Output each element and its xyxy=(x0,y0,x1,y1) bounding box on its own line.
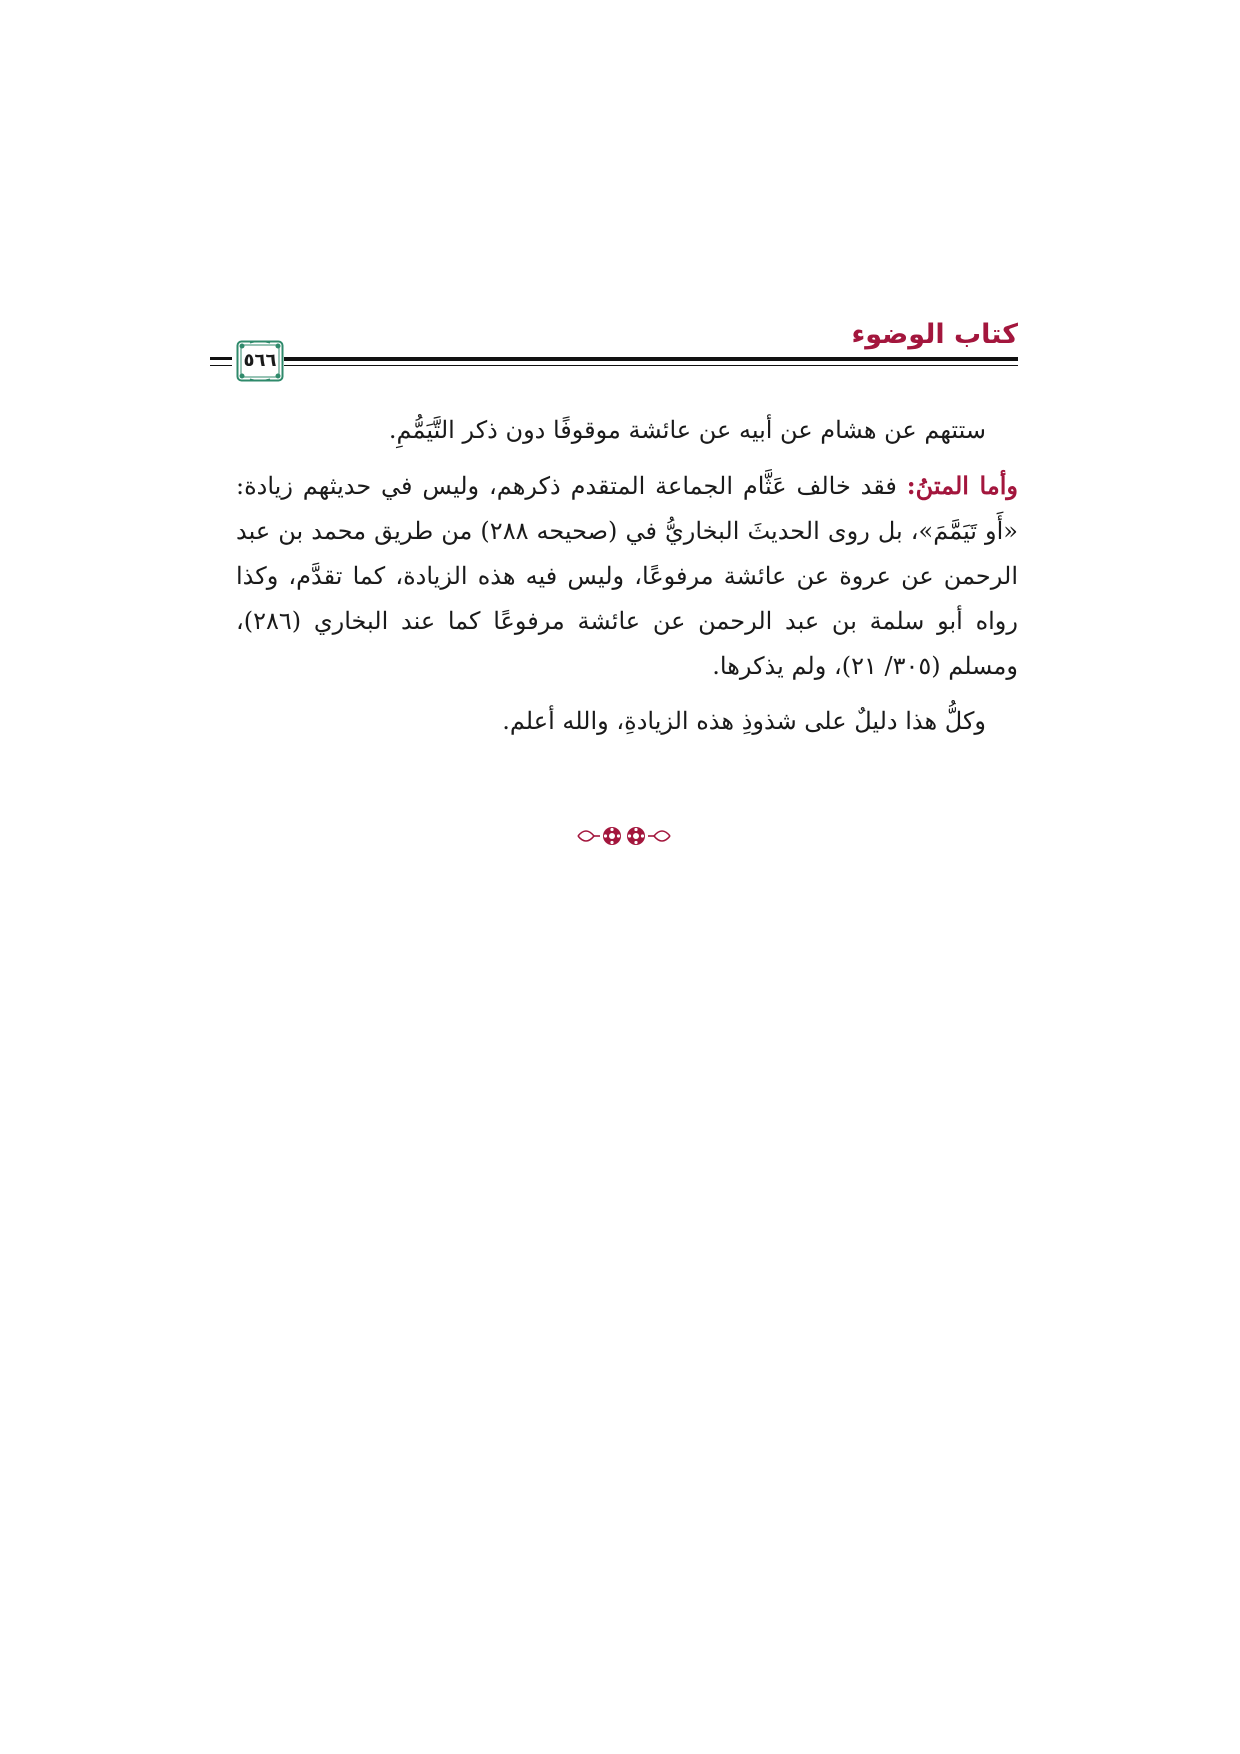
paragraph-3: وكلُّ هذا دليلٌ على شذوذِ هذه الزيادةِ، والله أعلم. xyxy=(502,707,986,735)
main-text xyxy=(236,408,1018,744)
chapter-title: كتاب الوضوء xyxy=(851,319,1018,350)
page-number: ٥٦٦ xyxy=(243,350,277,371)
header-rule-left-thin xyxy=(210,365,232,366)
floral-divider-icon xyxy=(574,820,674,852)
page-number-box xyxy=(236,340,284,382)
paragraph-lead: وأما المتنُ: xyxy=(906,471,1018,500)
header-rule-thin xyxy=(284,365,1018,366)
header-rule-thick xyxy=(284,357,1018,361)
paragraph-2 xyxy=(236,463,1018,689)
header-rule-left-thick xyxy=(210,357,232,360)
page-header xyxy=(236,318,1018,390)
paragraph-1: ستتهم عن هشام عن أبيه عن عائشة موقوفًا دون ذكر التَّيَمُّمِ. xyxy=(388,416,986,444)
paragraph-2-text: فقد خالف عَثَّام الجماعة المتقدم ذكرهم، وليس في حديثهم زيادة: «أَو تَيَمَّمَ»، بل روى الحديثَ البخاريُّ في (صحيحه ٢٨٨) من طريق محمد بن عبد الرحمن عن عروة عن عائشة مرفوعًا، وليس فيه هذه الزيادة، كما تقدَّم، وكذا رواه أبو سلمة بن عبد الرحمن عن عائشة مرفوعًا كما عند البخاري (٢٨٦)، ومسلم (٣٠٥/ ٢١)، ولم يذكرها. xyxy=(236,472,1018,680)
